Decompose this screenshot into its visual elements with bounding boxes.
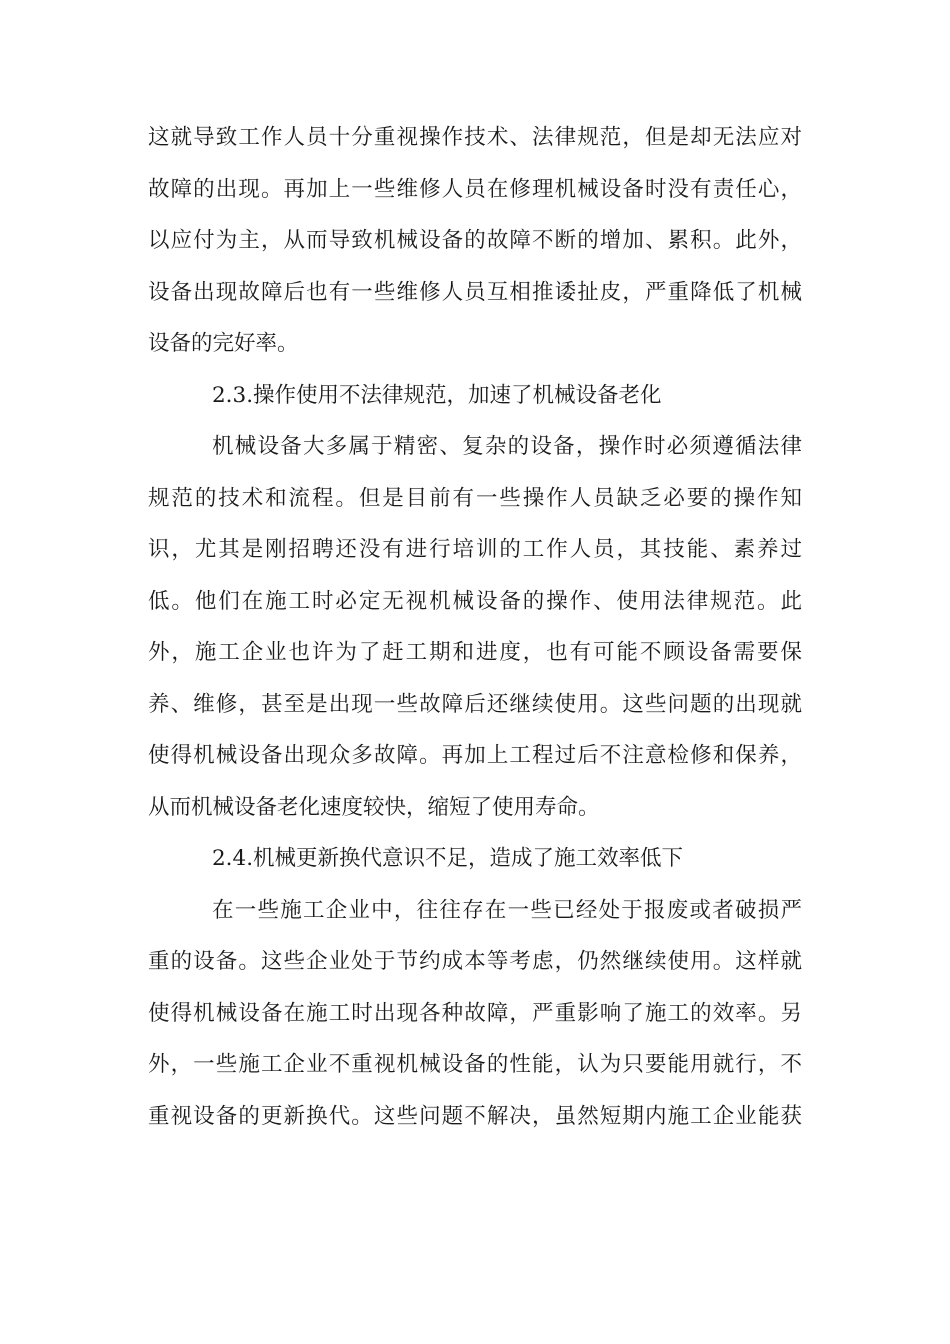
text-line: 从而机械设备老化速度较快，缩短了使用寿命。 <box>148 794 600 820</box>
text-line: 在一些施工企业中，往往存在一些已经处于报废或者破损严 <box>212 897 802 923</box>
body-text <box>148 112 802 1142</box>
text-line: 故障的出现。再加上一些维修人员在修理机械设备时没有责任心， <box>148 176 802 202</box>
text-line: 设备的完好率。 <box>148 331 299 356</box>
text-line: 规范的技术和流程。但是目前有一些操作人员缺乏必要的操作知 <box>148 485 802 511</box>
text-line: 以应付为主，从而导致机械设备的故障不断的增加、累积。此外， <box>148 228 802 253</box>
section-heading-2-4: 2.4.机械更新换代意识不足，造成了施工效率低下 <box>212 846 684 871</box>
text-line: 外，一些施工企业不重视机械设备的性能，认为只要能用就行，不 <box>148 1052 802 1077</box>
text-line: 机械设备大多属于精密、复杂的设备，操作时必须遵循法律 <box>212 434 802 459</box>
text-line: 设备出现故障后也有一些维修人员互相推诿扯皮，严重降低了机械 <box>148 279 802 305</box>
text-line: 识，尤其是刚招聘还没有进行培训的工作人员，其技能、素养过 <box>148 537 802 562</box>
text-line: 低。他们在施工时必定无视机械设备的操作、使用法律规范。此 <box>148 588 802 614</box>
text-line: 这就导致工作人员十分重视操作技术、法律规范，但是却无法应对 <box>148 125 802 150</box>
text-line: 外，施工企业也许为了赶工期和进度，也有可能不顾设备需要保 <box>148 640 802 665</box>
text-line: 使得机械设备出现众多故障。再加上工程过后不注意检修和保养， <box>148 743 802 768</box>
text-line: 使得机械设备在施工时出现各种故障，严重影响了施工的效率。另 <box>148 1000 802 1026</box>
section-heading-2-3: 2.3.操作使用不法律规范，加速了机械设备老化 <box>212 382 662 408</box>
text-line: 重的设备。这些企业处于节约成本等考虑，仍然继续使用。这样就 <box>148 949 802 974</box>
text-line: 养、维修，甚至是出现一些故障后还继续使用。这些问题的出现就 <box>148 691 802 717</box>
text-line: 重视设备的更新换代。这些问题不解决，虽然短期内施工企业能获 <box>148 1103 802 1129</box>
